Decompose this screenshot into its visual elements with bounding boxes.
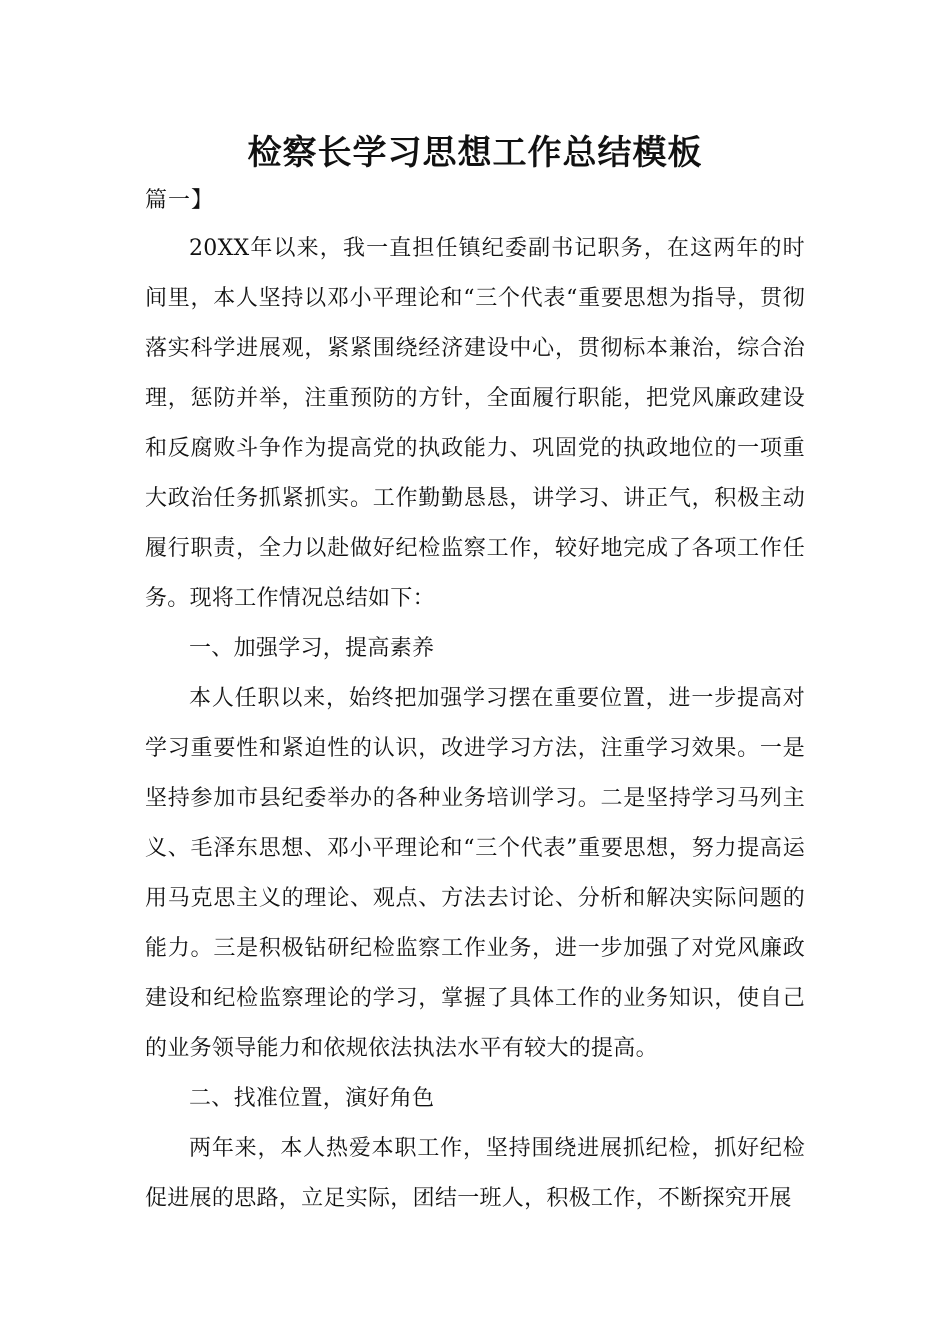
body-paragraph: 两年来，本人热爱本职工作，坚持围绕进展抓纪检，抓好纪检促进展的思路，立足实际，团结一班人，积极工作，不断探究开展 (145, 1136, 805, 1211)
section-heading-1: 一、加强学习，提高素养 (189, 636, 435, 661)
document-title: 检察长学习思想工作总结模板 (247, 133, 703, 173)
body-paragraph: 本人任职以来，始终把加强学习摆在重要位置，进一步提高对学习重要性和紧迫性的认识，改进学习方法，注重学习效果。一是坚持参加市县纪委举办的各种业务培训学习。二是坚持学习马列主义、毛泽东思想、邓小平理论和“三个代表”重要思想，努力提高运用马克思主义的理论、观点、方法去讨论、分析和解决实际问题的能力。三是积极钻研纪检监察工作业务，进一步加强了对党风廉政建设和纪检监察理论的学习，掌握了具体工作的业务知识，使自己的业务领导能力和依规依法执法水平有较大的提高。 (145, 686, 805, 1061)
section-label: 篇一】 (145, 188, 215, 213)
body-paragraph: 20XX年以来，我一直担任镇纪委副书记职务，在这两年的时间里，本人坚持以邓小平理论和“三个代表“重要思想为指导，贯彻落实科学进展观，紧紧围绕经济建设中心，贯彻标本兼治，综合治理，惩防并举，注重预防的方针，全面履行职能，把党风廉政建设和反腐败斗争作为提高党的执政能力、巩固党的执政地位的一项重大政治任务抓紧抓实。工作勤勤恳恳，讲学习、讲正气，积极主动履行职责，全力以赴做好纪检监察工作，较好地完成了各项工作任务。现将工作情况总结如下： (145, 236, 805, 611)
document-body (145, 224, 805, 1224)
section-heading-2: 二、找准位置，演好角色 (189, 1086, 435, 1111)
